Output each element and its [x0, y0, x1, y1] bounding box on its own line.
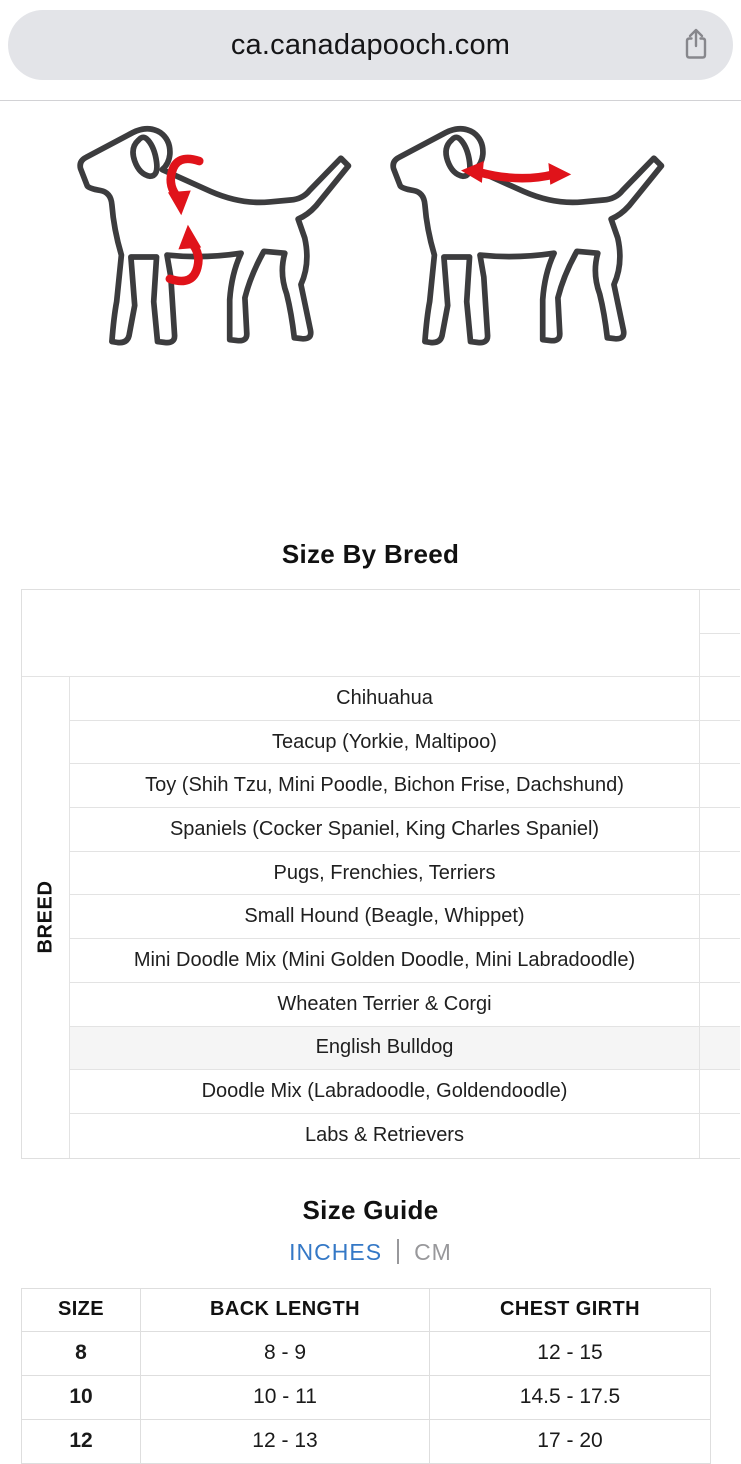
breed-row [70, 939, 740, 983]
breed-name: Teacup (Yorkie, Maltipoo) [272, 730, 497, 753]
chest-girth-value: 17 - 20 [430, 1419, 711, 1463]
dog-back-length-diagram [385, 113, 670, 363]
size-value: 10 [22, 1375, 141, 1419]
size-header: SIZE [22, 1288, 141, 1331]
size-value: 8 [22, 1331, 141, 1375]
breed-row [70, 852, 740, 896]
breed-name: Toy (Shih Tzu, Mini Poodle, Bichon Frise, Dachshund) [145, 774, 624, 797]
browser-chrome [0, 0, 741, 101]
breed-name: Spaniels (Cocker Spaniel, King Charles Spaniel) [169, 817, 600, 840]
breed-name: Labs & Retrievers [305, 1124, 464, 1147]
breed-axis-label: BREED [34, 880, 56, 954]
breed-name: Mini Doodle Mix (Mini Golden Doodle, Mini Labradoodle) [133, 948, 636, 971]
breed-axis-cell [22, 677, 70, 1158]
back-length-value: 10 - 11 [141, 1375, 430, 1419]
breed-name: Chihuahua [336, 686, 433, 709]
breed-name: Pugs, Frenchies, Terriers [273, 861, 496, 884]
breed-name: Wheaten Terrier & Corgi [277, 992, 492, 1015]
breed-row-highlighted [70, 1027, 740, 1071]
share-button[interactable] [679, 25, 713, 65]
breed-table-clipped-column-line [699, 590, 700, 1158]
unit-toggle [0, 1239, 741, 1266]
measurement-diagrams [0, 113, 741, 363]
breed-row [70, 764, 740, 808]
size-value: 12 [22, 1419, 141, 1463]
breed-table [21, 589, 740, 1159]
browser-divider [0, 100, 741, 101]
breed-row [70, 1114, 740, 1158]
breed-row [70, 677, 740, 721]
chest-girth-value: 14.5 - 17.5 [430, 1375, 711, 1419]
breed-name: English Bulldog [315, 1036, 454, 1059]
url-bar[interactable] [8, 10, 733, 80]
size-by-breed-title: Size By Breed [281, 539, 460, 569]
back-length-value: 12 - 13 [141, 1419, 430, 1463]
unit-toggle-cm[interactable]: CM [414, 1238, 452, 1265]
breed-table-clipped-header-line [700, 633, 740, 634]
breed-row [70, 808, 740, 852]
size-guide-title: Size Guide [302, 1194, 439, 1225]
back-length-header: BACK LENGTH [141, 1288, 430, 1331]
dog-chest-girth-diagram [72, 113, 357, 363]
unit-toggle-divider [397, 1239, 399, 1264]
chest-girth-value: 12 - 15 [430, 1331, 711, 1375]
breed-row [70, 721, 740, 765]
size-table-row [22, 1331, 711, 1375]
back-length-value: 8 - 9 [141, 1331, 430, 1375]
size-table-header-row [22, 1288, 711, 1331]
breed-table-header [22, 590, 740, 677]
chest-girth-header: CHEST GIRTH [430, 1288, 711, 1331]
breed-row [70, 983, 740, 1027]
breed-name: Doodle Mix (Labradoodle, Goldendoodle) [201, 1080, 568, 1103]
breed-name: Small Hound (Beagle, Whippet) [244, 905, 525, 928]
breed-row [70, 1070, 740, 1114]
size-table-row [22, 1375, 711, 1419]
breed-row [70, 895, 740, 939]
share-icon [680, 51, 712, 66]
breed-rows [70, 677, 740, 1158]
unit-toggle-inches[interactable]: INCHES [289, 1238, 383, 1265]
url-text: ca.canadapooch.com [230, 28, 511, 61]
size-table-row [22, 1419, 711, 1463]
size-guide-table [21, 1288, 711, 1464]
